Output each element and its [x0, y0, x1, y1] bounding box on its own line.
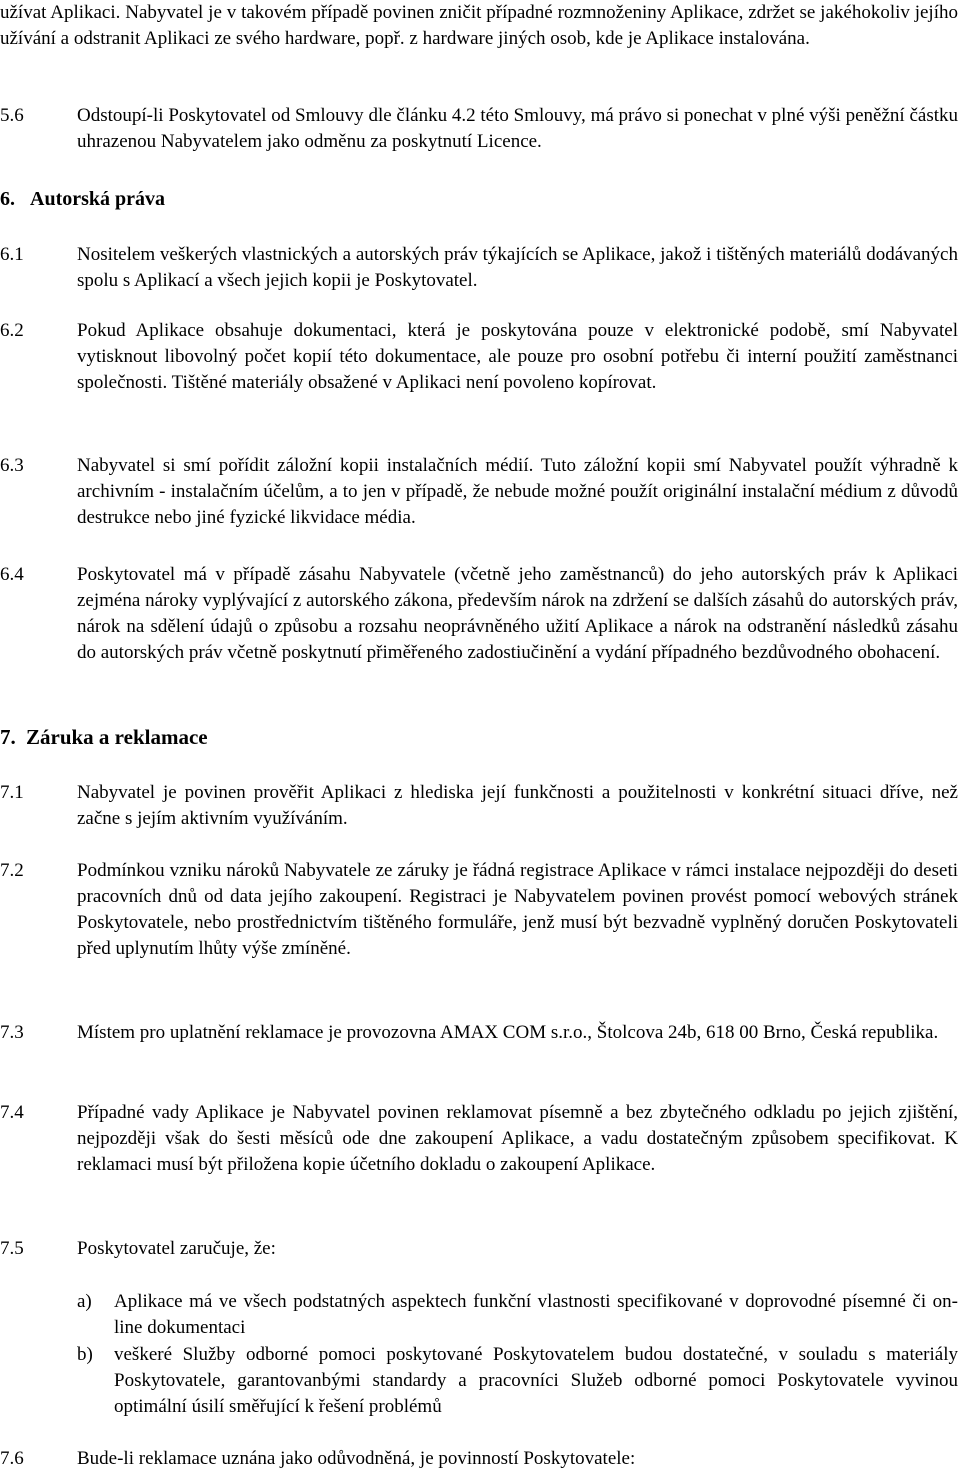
clause-7-6	[0, 1446, 958, 1472]
clause-text: Odstoupí-li Poskytovatel od Smlouvy dle článku 4.2 této Smlouvy, má právo si ponechat v plné výši peněžní částku uhrazenou Nabyvatelem jako odměnu za poskytnutí Licence.	[77, 105, 958, 152]
clause-7-5-b	[77, 1342, 958, 1420]
clause-number: 7.4	[0, 1102, 24, 1123]
clause-number: 6.2	[0, 320, 24, 341]
clause-7-3	[0, 1020, 958, 1046]
clause-7-2	[0, 858, 958, 962]
clause-number: 5.6	[0, 105, 24, 126]
clause-7-1	[0, 780, 958, 832]
clause-text: Nabyvatel je povinen prověřit Aplikaci z hlediska její funkčnosti a použitelnosti v konkrétní situaci dříve, než začne s jejím aktivním využíváním.	[77, 782, 958, 829]
clause-text: Nositelem veškerých vlastnických a autorských práv týkajících se Aplikace, jakož i tištěných materiálů dodávaných spolu s Aplikací a všech jejich kopii je Poskytovatel.	[77, 244, 958, 291]
clause-6-4	[0, 562, 958, 666]
clause-number: 7.3	[0, 1022, 24, 1043]
clause-7-4	[0, 1100, 958, 1178]
list-letter: b)	[77, 1344, 93, 1365]
section-heading-6	[0, 186, 165, 212]
clause-number: 6.3	[0, 455, 24, 476]
clause-text: Místem pro uplatnění reklamace je provozovna AMAX COM s.r.o., Štolcova 24b, 618 00 Brno, Česká republika.	[77, 1022, 939, 1043]
section-number: 7.	[0, 725, 16, 749]
section-title: Záruka a reklamace	[26, 725, 208, 749]
clause-number: 6.4	[0, 564, 24, 585]
clause-number: 7.2	[0, 860, 24, 881]
list-item-text: veškeré Služby odborné pomoci poskytované Poskytovatelem budou dostatečné, v souladu s materiály Poskytovatele, garantovanbými standardy a pracovníci Služeb odborné pomoci Poskytovatele vyvinou optimální úsilí směřující k řešení problémů	[114, 1344, 958, 1417]
list-item-text: Aplikace má ve všech podstatných aspektech funkční vlastnosti specifikované v doprovodné písemné či on-line dokumentaci	[114, 1291, 958, 1338]
clause-number: 6.1	[0, 244, 24, 265]
section-heading-7	[0, 724, 208, 750]
clause-text: Poskytovatel zaručuje, že:	[77, 1238, 276, 1259]
clause-6-3	[0, 453, 958, 531]
clause-6-2	[0, 318, 958, 396]
clause-text: Poskytovatel má v případě zásahu Nabyvatele (včetně jeho zaměstnanců) do jeho autorských práv k Aplikaci zejména nároky vyplývající z autorského zákona, především nárok na zdržení se dalších zásahů do autorských práv, nárok na sdělení údajů o způsobu a rozsahu neoprávněného užití Aplikace a nárok na odstranění následků zásahu do autorských práv včetně poskytnutí přiměřeného zadostiučinění a vydání případného bezdůvodného obohacení.	[77, 564, 958, 663]
clause-text: Pokud Aplikace obsahuje dokumentaci, která je poskytována pouze v elektronické podobě, smí Nabyvatel vytisknout libovolný počet kopií této dokumentace, ale pouze pro osobní potřebu či interní použití zaměstnanci společnosti. Tištěné materiály obsažené v Aplikaci není povoleno kopírovat.	[77, 320, 958, 393]
clause-number: 7.5	[0, 1238, 24, 1259]
clause-text: Bude-li reklamace uznána jako odůvodněná, je povinností Poskytovatele:	[77, 1448, 636, 1469]
clause-number: 7.6	[0, 1448, 24, 1469]
section-number: 6.	[0, 188, 15, 210]
clause-text: Podmínkou vzniku nároků Nabyvatele ze záruky je řádná registrace Aplikace v rámci instalace nejpozději do deseti pracovních dnů od data jejího zakoupení. Registraci je Nabyvatelem povinen provést pomocí webových stránek Poskytovatele, nebo prostřednictvím tištěného formuláře, jenž musí být bezvadně vyplněný doručen Poskytovateli před uplynutím lhůty výše zmíněné.	[77, 860, 958, 959]
clause-text: Nabyvatel si smí pořídit záložní kopii instalačních médií. Tuto záložní kopii smí Nabyvatel použít výhradně k archivním - instalačním účelům, a to jen v případě, že nebude možné použít originální instalační médium z důvodů destrukce nebo jiné fyzické likvidace média.	[77, 455, 958, 528]
list-letter: a)	[77, 1291, 92, 1312]
clause-text: Případné vady Aplikace je Nabyvatel povinen reklamovat písemně a bez zbytečného odkladu po jejich zjištění, nejpozději však do šesti měsíců ode dne zakoupení Aplikace, a vadu dostatečným způsobem specifikovat. K reklamaci musí být přiložena kopie účetního dokladu o zakoupení Aplikace.	[77, 1102, 958, 1175]
intro-paragraph: užívat Aplikaci. Nabyvatel je v takovém případě povinen zničit případné rozmnoženiny Aplikace, zdržet se jakéhokoliv jejího užívání a odstranit Aplikaci ze svého hardware, popř. z hardware jiných osob, kde je Aplikace instalována.	[0, 2, 958, 49]
clause-number: 7.1	[0, 782, 24, 803]
section-title: Autorská práva	[30, 188, 166, 210]
clause-7-5	[0, 1236, 958, 1262]
clause-5-6	[0, 103, 958, 155]
clause-6-1	[0, 242, 958, 294]
clause-7-5-a	[77, 1289, 958, 1341]
